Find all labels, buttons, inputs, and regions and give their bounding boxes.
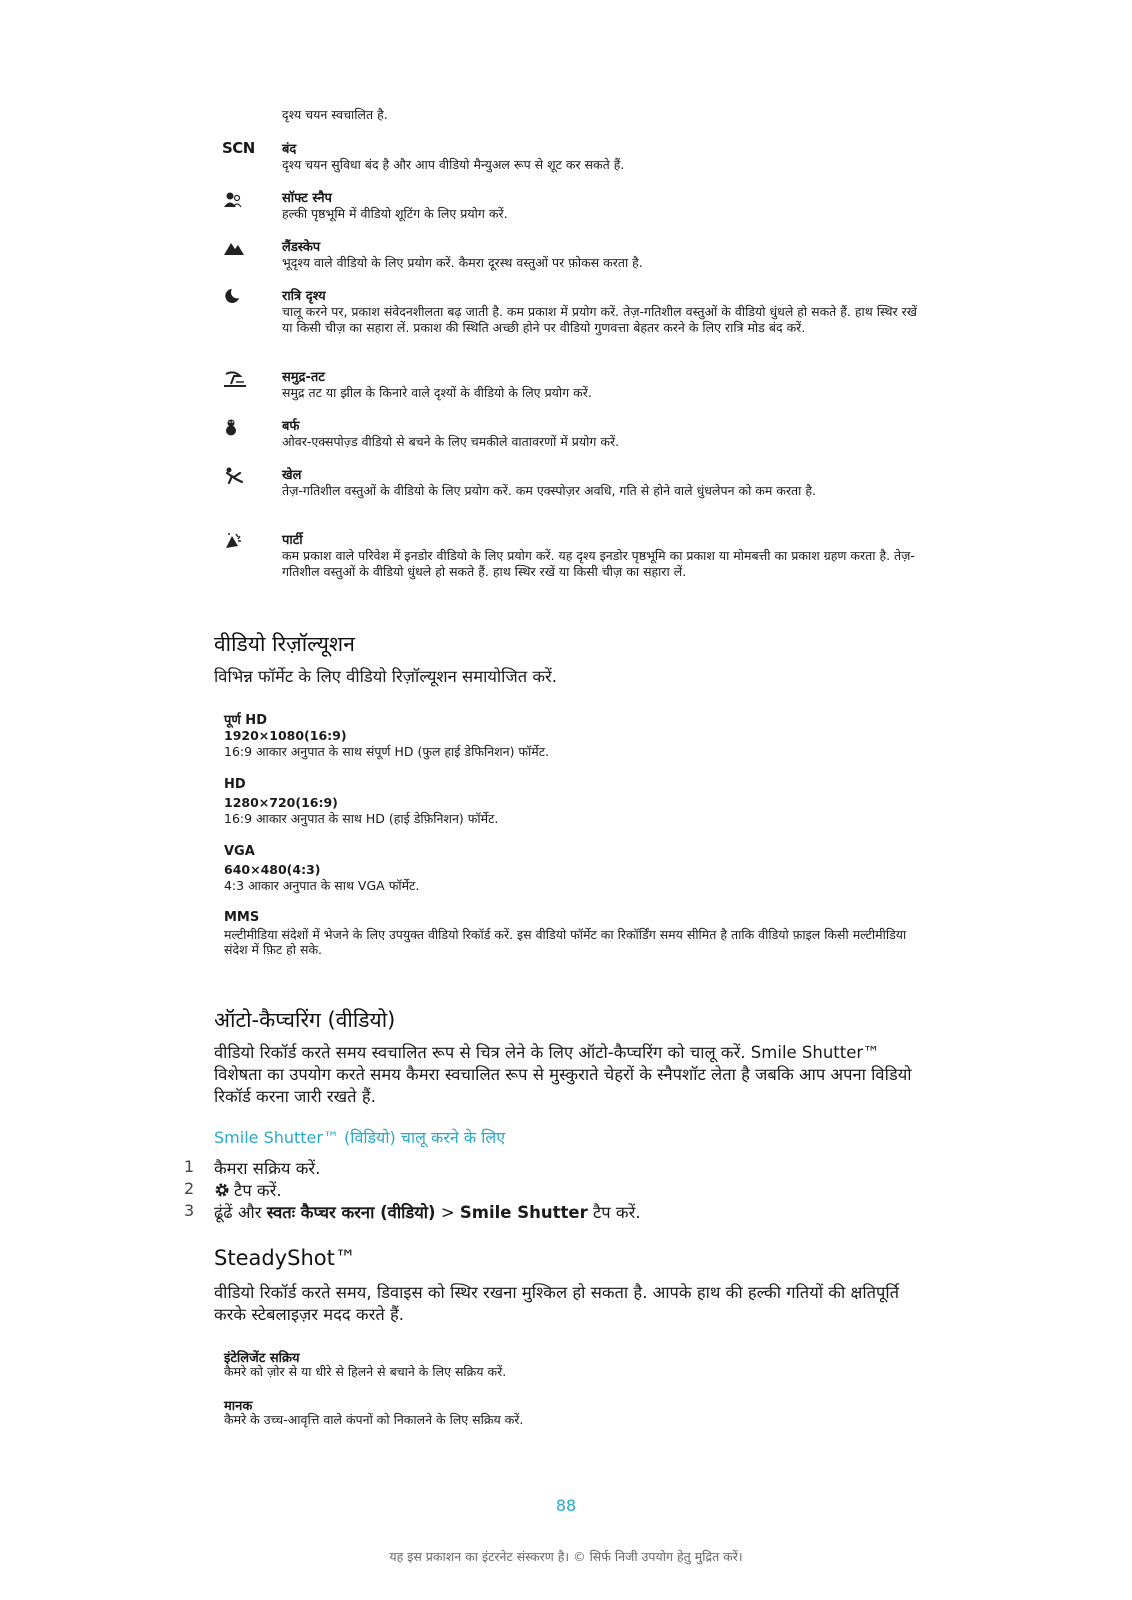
step-text-pre: ढूंढें और [214,1203,262,1222]
option-title: VGA [224,844,255,859]
scene-title: लैंडस्केप [282,240,321,255]
scene-title: सॉफ्ट स्नैप [282,191,332,206]
scene-title: खेल [282,468,302,483]
howto-heading: Smile Shutter™ (विडियो) चालू करने के लिए [214,1128,506,1147]
step-text-post: टैप करें. [592,1203,641,1222]
step-text [214,1178,282,1201]
menu-path-smile-shutter: Smile Shutter [459,1203,588,1222]
page-number: 88 [555,1496,577,1515]
step-text: कैमरा सक्रिय करें. [214,1159,321,1178]
section-title-resolution: वीडियो रिज़ॉल्यूशन [214,632,355,656]
option-title: मानक [224,1399,253,1414]
menu-path-autocapture: स्वतः कैप्चर करना (वीडियो) [266,1203,436,1222]
intro-line: दृश्य चयन स्वचालित है. [282,107,388,122]
option-title: पूर्ण HD [224,713,267,728]
scene-desc: हल्की पृष्ठभूमि में वीडियो शूटिंग के लिए प्रयोग करें. [282,206,508,221]
section-intro: वीडियो रिकॉर्ड करते समय स्वचालित रूप से चित्र लेने के लिए ऑटो-कैप्चरिंग को चालू करें. Smile Shutter™ विशेषता का उपयोग करते समय कैमरा स्वचालित रूप से मुस्कुराते चेहरों के स्नैपशॉट लेता है जबकि आप अपना विडियो रिकॉर्ड करना जारी रखते हैं. [214,1043,912,1106]
option-desc: मल्टीमीडिया संदेशों में भेजने के लिए उपयुक्त वीडियो रिकॉर्ड करें. इस वीडियो फॉर्मेट का रिकॉर्डिंग समय सीमित है ताकि वीडियो फ़ाइल किसी मल्टीमीडिया संदेश में फ़िट हो सके. [224,927,907,957]
soft-snap-icon [224,190,242,208]
scene-title: समुद्र-तट [282,370,325,385]
section-title-steadyshot: SteadyShot™ [214,1246,356,1270]
gear-icon [214,1182,230,1198]
option-desc: 16:9 आकार अनुपात के साथ HD (हाई डेफ़िनिशन) फॉर्मेट. [224,811,499,826]
sports-icon [224,467,242,485]
party-icon [224,532,242,550]
section-title-autocapture: ऑटो-कैप्चरिंग (वीडियो) [214,1008,396,1032]
scene-title: रात्रि दृश्य [282,289,326,304]
scene-desc: चालू करने पर, प्रकाश संवेदनशीलता बढ़ जाती है. कम प्रकाश में प्रयोग करें. तेज़-गतिशील वस्तुओं के वीडियो धुंधले हो सकते हैं. हाथ स्थिर रखें या किसी चीज़ का सहारा लें. प्रकाश की स्थिति अच्छी होने पर वीडियो गुणवत्ता बेहतर करने के लिए रात्रि मोड बंद करें. [282,304,917,335]
scene-title: बर्फ [282,419,300,434]
scn-icon: SCN [222,139,255,157]
section-intro: वीडियो रिकॉर्ड करते समय, डिवाइस को स्थिर रखना मुश्किल हो सकता है. आपके हाथ की हल्की गतियों की क्षतिपूर्ति करके स्टेबलाइज़र मदद करते हैं. [214,1283,900,1324]
step-number: 2 [184,1179,195,1198]
step-text-label: टैप करें. [234,1181,282,1200]
menu-separator: > [440,1203,455,1222]
step-text [214,1200,641,1223]
scene-title: पार्टी [282,533,303,548]
option-desc: 4:3 आकार अनुपात के साथ VGA फॉर्मेट. [224,878,420,893]
scene-desc: भूदृश्य वाले वीडियो के लिए प्रयोग करें. कैमरा दूरस्थ वस्तुओं पर फ़ोकस करता है. [282,255,643,270]
option-title: MMS [224,910,260,925]
scene-title: बंद [282,142,297,157]
night-moon-icon [224,288,242,306]
scene-desc: दृश्य चयन सुविधा बंद है और आप वीडियो मैन्युअल रूप से शूट कर सकते हैं. [282,157,625,172]
option-title: इंटेलिजेंट सक्रिय [224,1351,300,1366]
scene-desc: कम प्रकाश वाले परिवेश में इनडोर वीडियो के लिए प्रयोग करें. यह दृश्य इनडोर पृष्ठभूमि का प्रकाश या मोमबत्ती का प्रकाश ग्रहण करता है. तेज़-गतिशील वस्तुओं के वीडियो धुंधले हो सकते हैं. हाथ स्थिर रखें या किसी चीज़ का सहारा लें. [282,548,915,579]
snow-icon [224,418,242,436]
section-intro: विभिन्न फॉर्मेट के लिए वीडियो रिज़ॉल्यूशन समायोजित करें. [214,667,558,686]
landscape-icon [224,240,242,258]
scene-desc: तेज़-गतिशील वस्तुओं के वीडियो के लिए प्रयोग करें. कम एक्स्पोज़र अवधि, गति से होने वाले धुंधलेपन को कम करता है. [282,483,817,498]
option-subtitle: 1280×720(16:9) [224,795,338,810]
option-desc: कैमरे को ज़ोर से या धीरे से हिलने से बचाने के लिए सक्रिय करें. [224,1364,507,1379]
scene-desc: समुद्र तट या झील के किनारे वाले दृश्यों के वीडियो के लिए प्रयोग करें. [282,385,592,400]
option-desc: कैमरे के उच्च-आवृत्ति वाले कंपनों को निकालने के लिए सक्रिय करें. [224,1412,524,1427]
footer-note: यह इस प्रकाशन का इंटरनेट संस्करण है। © सिर्फ निजी उपयोग हेतु मुद्रित करें। [389,1549,743,1564]
beach-icon [224,370,242,388]
option-title: HD [224,777,246,792]
step-number: 3 [184,1201,195,1220]
option-subtitle: 1920×1080(16:9) [224,728,347,743]
step-number: 1 [184,1157,195,1176]
scene-desc: ओवर-एक्सपोज़्ड वीडियो से बचने के लिए चमकीले वातावरणों में प्रयोग करें. [282,434,620,449]
option-desc: 16:9 आकार अनुपात के साथ संपूर्ण HD (फुल हाई डेफिनिशन) फॉर्मेट. [224,744,550,759]
option-subtitle: 640×480(4:3) [224,862,321,877]
